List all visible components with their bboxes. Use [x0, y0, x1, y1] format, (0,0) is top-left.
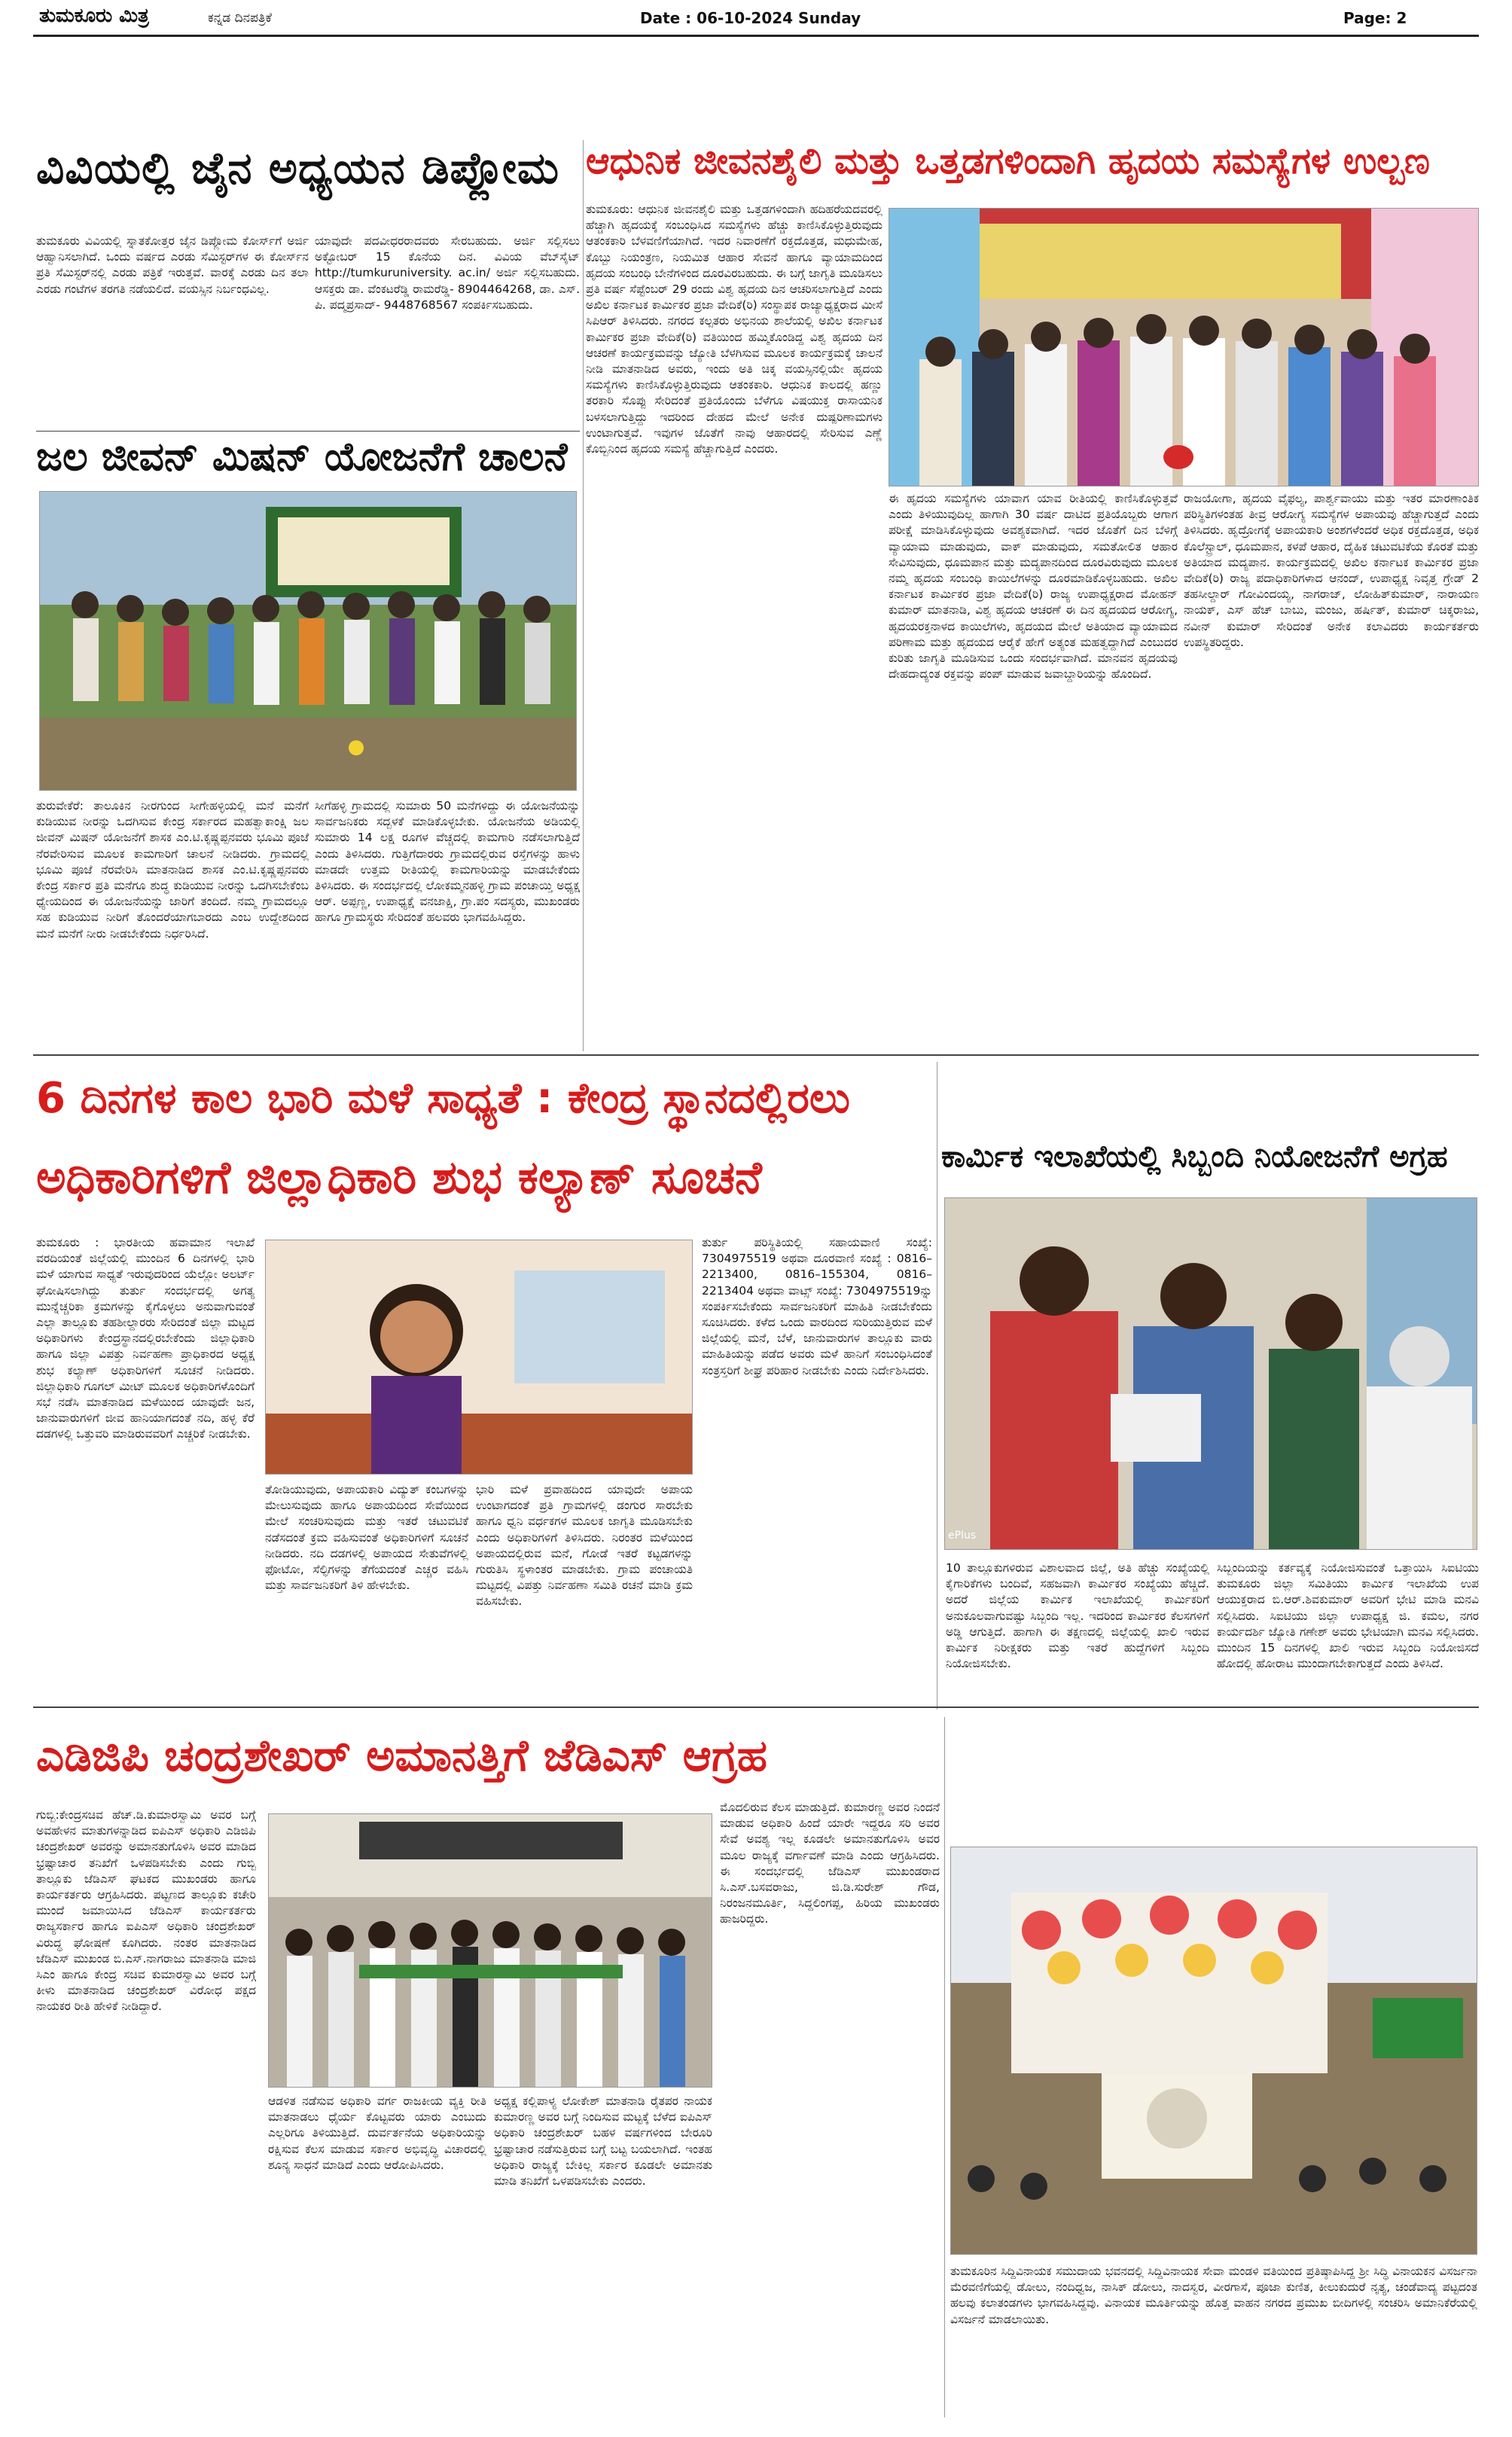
section-divider	[33, 1707, 1479, 1708]
heart-body-col2: ಈ ಹೃದಯ ಸಮಸ್ಯೆಗಳು ಯಾವಾಗ ಯಾವ ರೀತಿಯಲ್ಲಿ ಕಾಣಿಸಿಕೊಳ್ಳುತ್ತವೆ ಎಂದು ತಿಳಿಯುವುದಿಲ್ಲ ಹಾಗಾಗಿ 30 ವರ್ಷ ದಾಟಿದ ಪ್ರತಿಯೊಬ್ಬರು ಆಗಾಗ ಪರೀಕ್ಷೆ ಮಾಡಿಸಿಕೊಳ್ಳುವುದು ಅವಶ್ಯಕವಾಗಿದೆ. ಇದರ ಜೊತೆಗೆ ದಿನ ಬೆಳಿಗ್ಗೆ ವ್ಯಾಯಾಮ ಮಾಡುವುದು, ವಾಕ್ ಮಾಡುವುದು, ಸಮತೋಲಿತ ಆಹಾರ ಸೇವಿಸುವುದು, ಧೂಮಪಾನ ಮತ್ತು ಮದ್ಯಪಾನದಿಂದ ದೂರವಿರುವುದು ಮೂಲಕ ನಮ್ಮ ಹೃದಯ ಸಂಬಂಧಿ ಕಾಯಿಲೆಗಳನ್ನು ದೂರಮಾಡಿಕೊಳ್ಳಬಹುದು. ಅಖಿಲ ಕರ್ನಾಟಕ ಕಾರ್ಮಿಕರ ಪ್ರಜಾ ವೇದಿಕೆ(ರಿ) ರಾಜ್ಯ ಉಪಾಧ್ಯಕ್ಷರಾದ ಮೋಹನ್ ಕುಮಾರ್ ಮಾತನಾಡಿ, ವಿಶ್ವ ಹೃದಯ ಆಚರಣೆ ಈ ದಿನ ಹೃದಯದ ಆರೋಗ್ಯ, ಹೃದಯರಕ್ತನಾಳದ ಕಾಯಿಲೆಗಳು, ಹೃದಯದ ಮೇಲೆ ಅತಿಯಾದ ವ್ಯಾಯಾಮದ ಪರಿಣಾಮ ಮತ್ತು ಹೃದಯದ ಆರೈಕೆ ಹೇಗೆ ಅತ್ಯಂತ ಮಹತ್ವದ್ದಾಗಿದೆ ಎಂಬುದರ ಕುರಿತು ಜಾಗೃತಿ ಮೂಡಿಸುವ ಒಂದು ಸಂದರ್ಭವಾಗಿದೆ. ಮಾನವನ ಹೃದಯವು ದೇಹದಾದ್ಯಂತ ರಕ್ತವನ್ನು ಪಂಪ್ ಮಾಡುವ ಜವಾಬ್ದಾರಿಯನ್ನು ಹೊಂದಿದೆ.	[889, 492, 1178, 682]
section-divider	[33, 1054, 1479, 1056]
procession-photo	[950, 1847, 1477, 2255]
masthead-date: Date : 06-10-2024 Sunday	[640, 9, 861, 27]
heart-body-col1: ತುಮಕೂರು: ಆಧುನಿಕ ಜೀವನಶೈಲಿ ಮತ್ತು ಒತ್ತಡಗಳಿಂದಾಗಿ ಹದಿಹರೆಯದವರಲ್ಲಿ ಹೆಚ್ಚಾಗಿ ಹೃದಯಕ್ಕೆ ಸಂಬಂಧಿಸಿದ ಸಮಸ್ಯೆಗಳು ಹೆಚ್ಚು ಕಾಣಿಸಿಕೊಳ್ಳುತ್ತಿರುವುದು ಆತಂಕಕಾರಿ ಬೆಳವಣಿಗೆಯಾಗಿದೆ. ಇದರ ನಿವಾರಣೆಗೆ ರಕ್ತದೊತ್ತಡ, ಮಧುಮೇಹ, ಕೊಬ್ಬು ನಿಯಂತ್ರಣ, ನಿಯಮಿತ ಆಹಾರ ಸೇವನೆ ಹಾಗೂ ವ್ಯಾಯಾಮದಿಂದ ಹೃದಯ ಸಂಬಂಧಿ ಬೇನೆಗಳಿಂದ ದೂರವಿರಬಹುದು. ಈ ಬಗ್ಗೆ ಜಾಗೃತಿ ಮೂಡಿಸಲು ಪ್ರತಿ ವರ್ಷ ಸೆಪ್ಟೆಂಬರ್ 29 ರಂದು ವಿಶ್ವ ಹೃದಯ ದಿನ ಆಚರಿಸಲಾಗುತ್ತಿದೆ ಎಂದು ಅಖಿಲ ಕರ್ನಾಟಕ ಕಾರ್ಮಿಕರ ಪ್ರಜಾ ವೇದಿಕೆ(ರಿ) ಸಂಸ್ಥಾಪಕ ರಾಜ್ಯಾಧ್ಯಕ್ಷರಾದ ಮೀಸೆ ಸಿಪಿಆರ್ ತಿಳಿಸಿದರು. ನಗರದ ಕಲ್ಪತರು ಅಭಿನಯ ಶಾಲೆಯಲ್ಲಿ ಅಖಿಲ ಕರ್ನಾಟಕ ಕಾರ್ಮಿಕರ ಪ್ರಜಾ ವೇದಿಕೆ(ರಿ) ವತಿಯಿಂದ ಹಮ್ಮಿಕೊಂಡಿದ್ದ ವಿಶ್ವ ಹೃದಯ ದಿನ ಆಚರಣೆ ಕಾರ್ಯಕ್ರಮವನ್ನು ಜ್ಯೋತಿ ಬೆಳಗಿಸುವ ಮೂಲಕ ಕಾರ್ಯಕ್ರಮಕ್ಕೆ ಚಾಲನೆ ನೀಡಿ ಮಾತನಾಡಿದ ಅವರು, ಇಂದು ಅತಿ ಚಿಕ್ಕ ವಯಸ್ಸಿನಲ್ಲಿಯೇ ಹೃದಯ ಸಮಸ್ಯೆಗಳು ಕಾಣಿಸಿಕೊಳ್ಳುತ್ತಿರುವುದು ಆತಂಕಕಾರಿ. ಆಧುನಿಕ ಕಾಲದಲ್ಲಿ ಹಣ್ಣು ತರಕಾರಿ ಸೊಪ್ಪು ಸೇರಿದಂತೆ ಪ್ರತಿಯೊಂದು ಬೆಳೆಗೂ ವಿಷಯುಕ್ತ ರಾಸಾಯನಿಕ ಬಳಸಲಾಗುತ್ತಿದ್ದು ಇದರಿಂದ ದೇಹದ ಮೇಲೆ ಅನೇಕ ದುಷ್ಪರಿಣಾಮಗಳು ಉಂಟಾಗುತ್ತವೆ. ಇವುಗಳ ಜೊತೆಗೆ ನಾವು ಆಹಾರದಲ್ಲಿ ಸೇರಿಸುವ ಎಣ್ಣೆ ಕೊಬ್ಬಿನಿಂದ ಹೃದಯ ಸಮಸ್ಯೆ ಹೆಚ್ಚಾಗುತ್ತಿದೆ ಎಂದರು.	[586, 203, 883, 456]
labour-photo-image	[945, 1198, 1477, 1550]
labour-photo-caption: ePlus	[948, 1530, 977, 1542]
rain-headline-line1: 6 ದಿನಗಳ ಕಾಲ ಭಾರಿ ಮಳೆ ಸಾಧ್ಯತೆ : ಕೇಂದ್ರ ಸ್ಥಾನದಲ್ಲಿರಲು	[36, 1074, 850, 1123]
masthead-rule	[33, 35, 1479, 37]
column-rule	[944, 1717, 945, 2417]
labour-headline: ಕಾರ್ಮಿಕ ಇಲಾಖೆಯಲ್ಲಿ ಸಿಬ್ಬಂದಿ ನಿಯೋಜನೆಗೆ ಅಗ್ರಹ	[941, 1139, 1448, 1174]
heart-photo-image	[889, 209, 1479, 486]
masthead	[33, 0, 1479, 35]
adgp-headline: ಎಡಿಜಿಪಿ ಚಂದ್ರಶೇಖರ್ ಅಮಾನತ್ತಿಗೆ ಜೆಡಿಎಸ್ ಆಗ್ರಹ	[36, 1730, 767, 1781]
column-rule	[583, 140, 584, 1051]
adgp-protest-photo	[268, 1813, 712, 2088]
rain-headline-line2: ಅಧಿಕಾರಿಗಳಿಗೆ ಜಿಲ್ಲಾಧಿಕಾರಿ ಶುಭ ಕಲ್ಯಾಣ್ ಸೂಚನೆ	[36, 1151, 762, 1204]
masthead-logo-text: ತುಮಕೂರು ಮಿತ್ರ	[39, 5, 149, 27]
water-headline: ಜಲ ಜೀವನ್ ಮಿಷನ್ ಯೋಜನೆಗೆ ಚಾಲನೆ	[36, 435, 568, 480]
labour-photo	[944, 1197, 1477, 1550]
adgp-body-col4: ಮೊದಲಿರುವ ಕೆಲಸ ಮಾಡುತ್ತಿದೆ. ಕುಮಾರಣ್ಣ ಅವರ ನಿಂದನೆ ಮಾಡುವ ಅಧಿಕಾರಿ ಹಿಂದೆ ಯಾರೇ ಇದ್ದರೂ ಸರಿ ಅವರ ಸೇವೆ ಅವಶ್ಯ ಇಲ್ಲ ಕೂಡಲೇ ಅಮಾನತುಗೊಳಿಸಿ ಅವರ ಮೂಲ ರಾಜ್ಯಕ್ಕೆ ವರ್ಗಾವಣೆ ಮಾಡಿ ಎಂದು ಆಗ್ರಹಿಸಿದರು. ಈ ಸಂದರ್ಭದಲ್ಲಿ ಜೆಡಿಎಸ್ ಮುಖಂಡರಾದ ಸಿ.ಎಸ್.ಬಸವರಾಜು, ಜಿ.ಡಿ.ಸುರೇಶ್ ಗೌಡ, ನಿರಂಜನಮೂರ್ತಿ, ಸಿದ್ದಲಿಂಗಪ್ಪ, ಹಿರಿಯ ಮುಖಂಡರು ಹಾಜರಿದ್ದರು.	[720, 1801, 940, 1926]
labour-body-col1: 10 ತಾಲ್ಲೂಕುಗಳಿರುವ ವಿಶಾಲವಾದ ಜಿಲ್ಲೆ, ಅತಿ ಹೆಚ್ಚು ಸಂಖ್ಯೆಯಲ್ಲಿ ಕೈಗಾರಿಕೆಗಳು ಬಂದಿವೆ, ಸಹಜವಾಗಿ ಕಾರ್ಮಿಕರ ಸಂಖ್ಯೆಯು ಹೆಚ್ಚಿದೆ. ಅದರೆ ಜಿಲ್ಲೆಯ ಕಾರ್ಮಿಕ ಇಲಾಖೆಯಲ್ಲಿ ಕಾರ್ಮಿಕರಿಗೆ ಅನುಕೂಲವಾಗುವಷ್ಟು ಸಿಬ್ಬಂದಿ ಇಲ್ಲ. ಇದರಿಂದ ಕಾರ್ಮಿಕರ ಕೆಲಸಗಳಿಗೆ ಅಡ್ಡಿ ಆಗುತ್ತಿದೆ. ಹಾಗಾಗಿ ಈ ತಕ್ಷಣದಲ್ಲಿ ಜಿಲ್ಲೆಯಲ್ಲಿ ಖಾಲಿ ಇರುವ ಕಾರ್ಮಿಕ ನಿರೀಕ್ಷಕರು ಮತ್ತು ಇತರೆ ಹುದ್ದೆಗಳಿಗೆ ಸಿಬ್ಬಂದಿ ನಿಯೋಜಿಸಬೇಕು.	[946, 1561, 1209, 1671]
adgp-protest-image	[269, 1814, 712, 2088]
adgp-body-col3: ಅಧ್ಯಕ್ಷ ಕಲ್ಲಿಪಾಳ್ಯ ಲೋಕೇಶ್ ಮಾತನಾಡಿ ರೈತಪರ ನಾಯಕ ಕುಮಾರಣ್ಣ ಅವರ ಬಗ್ಗೆ ನಿಂದಿಸುವ ಮಟ್ಟಕ್ಕೆ ಬೆಳೆದ ಐಪಿಎಸ್ ಅಧಿಕಾರಿ ಚಂದ್ರಶೇಖರ್ ಬಹಳ ವರ್ಷಗಳಿಂದ ಬೇರೂರಿ ಭ್ರಷ್ಟಾಚಾರ ನಡೆಸುತ್ತಿರುವ ಬಗ್ಗೆ ಬಟ್ಟ ಬಯಲಾಗಿದೆ. ಇಂತಹ ಅಧಿಕಾರಿ ರಾಜ್ಯಕ್ಕೆ ಬೇಕಿಲ್ಲ ಸರ್ಕಾರ ಕೂಡಲೇ ಅಮಾನತು ಮಾಡಿ ತನಿಖೆಗೆ ಒಳಪಡಿಸಬೇಕು ಎಂದರು.	[494, 2094, 712, 2188]
district-commissioner-image	[266, 1240, 693, 1475]
masthead-logo	[39, 5, 149, 30]
procession-photo-image	[951, 1847, 1477, 2255]
diploma-headline: ವಿವಿಯಲ್ಲಿ ಜೈನ ಅಧ್ಯಯನ ಡಿಪ್ಲೋಮ	[36, 142, 560, 194]
rain-body-col3: ಭಾರಿ ಮಳೆ ಪ್ರವಾಹದಿಂದ ಯಾವುದೇ ಅಪಾಯ ಉಂಟಾಗದಂತೆ ಪ್ರತಿ ಗ್ರಾಮಗಳಲ್ಲಿ ಡಂಗುರ ಸಾರಬೇಕು ಹಾಗೂ ಧ್ವನಿ ವರ್ಧಕಗಳ ಮೂಲಕ ಜಾಗೃತಿ ಮೂಡಿಸಬೇಕು ಎಂದು ಅಧಿಕಾರಿಗಳಿಗೆ ತಿಳಿಸಿದರು. ನಿರಂತರ ಮಳೆಯಿಂದ ಅಪಾಯದಲ್ಲಿರುವ ಮನೆ, ಗೋಡೆ ಇತರೆ ಕಟ್ಟಡಗಳನ್ನು ಗುರುತಿಸಿ ಸ್ಥಳಾಂತರ ಮಾಡಬೇಕು. ಗ್ರಾಮ ಪಂಚಾಯತಿ ಮಟ್ಟದಲ್ಲಿ ವಿಪತ್ತು ನಿರ್ವಹಣಾ ಸಮಿತಿ ರಚನೆ ಮಾಡಿ ಕ್ರಮ ವಹಿಸಬೇಕು.	[476, 1483, 693, 1609]
rain-body-col2: ತೋಡಿಯುವುದು, ಅಪಾಯಕಾರಿ ವಿದ್ಯುತ್ ಕಂಬಗಳನ್ನು ಮೇಲುಸುವುದು ಹಾಗೂ ಅಪಾಯದಿಂದ ಸೇವೆಯಿಂದ ಮೇಲೆ ಸಂಚರಿಸುವುದು ಮತ್ತು ಇತರೆ ಚಟುವಟಿಕೆ ನಡೆಸದಂತೆ ಕ್ರಮ ವಹಿಸುವಂತೆ ಅಧಿಕಾರಿಗಳಿಗೆ ಸೂಚನೆ ನೀಡಿದರು. ನದಿ ದಡಗಳಲ್ಲಿ ಅಪಾಯದ ಸೇತುವೆಗಳಲ್ಲಿ ಫೋಟೋ, ಸೆಲ್ಫಿಗಳನ್ನು ತೆಗೆಯದಂತೆ ಎಚ್ಚರ ವಹಿಸಿ ಮತ್ತು ಸಾರ್ವಜನಿಕರಿಗೆ ತಿಳಿ ಹೇಳಬೇಕು.	[265, 1483, 468, 1593]
district-commissioner-photo	[265, 1240, 693, 1475]
procession-body: ತುಮಕೂರಿನ ಸಿದ್ದಿವಿನಾಯಕ ಸಮುದಾಯ ಭವನದಲ್ಲಿ ಸಿದ್ದಿವಿನಾಯಕ ಸೇವಾ ಮಂಡಳಿ ವತಿಯಿಂದ ಪ್ರತಿಷ್ಠಾಪಿಸಿದ್ದ ಶ್ರೀ ಸಿದ್ಧಿ ವಿನಾಯಕನ ವಿಸರ್ಜನಾ ಮೆರವಣಿಗೆಯಲ್ಲಿ ಡೋಲು, ನಂದಿಧ್ವಜ, ನಾಸಿಕ್ ಡೋಲು, ನಾದಸ್ವರ, ವೀರಗಾಸೆ, ಪೂಜಾ ಕುಣಿತ, ಕೀಲುಕುದುರೆ ನೃತ್ಯ, ಚಂಡೆವಾದ್ಯ ಪಟ್ಟದಂತ ಹಲವು ಕಲಾತಂಡಗಳು ಭಾಗವಹಿಸಿದ್ದವು. ವಿನಾಯಕ ಮೂರ್ತಿಯನ್ನು ಹೊತ್ತ ವಾಹನ ನಗರದ ಪ್ರಮುಖ ಬೀದಿಗಳಲ್ಲಿ ಸಂಚರಿಸಿ ಅಮಾನಿಕೆರೆಯಲ್ಲಿ ವಿಸರ್ಜನೆ ಮಾಡಲಾಯಿತು.	[950, 2265, 1477, 2326]
water-photo	[39, 491, 577, 791]
adgp-body-col1: ಗುಬ್ಬಿ:ಕೇಂದ್ರಸಚಿವ ಹೆಚ್.ಡಿ.ಕುಮಾರಸ್ವಾಮಿ ಅವರ ಬಗ್ಗೆ ಅವಹೇಳನ ಮಾತುಗಳನ್ನಾಡಿದ ಐಪಿಎಸ್ ಅಧಿಕಾರಿ ಎಡಿಜಿಪಿ ಚಂದ್ರಶೇಖರ್ ಅವರನ್ನು ಅಮಾನತುಗೊಳಿಸಿ ಅವರ ಮಾಡಿದ ಭ್ರಷ್ಟಾಚಾರ ತನಿಖೆಗೆ ಒಳಪಡಿಸಬೇಕು ಎಂದು ಗುಬ್ಬಿ ತಾಲ್ಲೂಕು ಜೆಡಿಎಸ್ ಘಟಕದ ಮುಖಂಡರು ಹಾಗೂ ಕಾರ್ಯಕರ್ತರು ಆಗ್ರಹಿಸಿದರು. ಪಟ್ಟಣದ ತಾಲ್ಲೂಕು ಕಚೇರಿ ಮುಂದೆ ಜಮಾಯಿಸಿದ ಜೆಡಿಎಸ್ ಕಾರ್ಯಕರ್ತರು ರಾಜ್ಯಸರ್ಕಾರ ಹಾಗೂ ಐಪಿಎಸ್ ಅಧಿಕಾರಿ ಚಂದ್ರಶೇಖರ್ ವಿರುದ್ಧ ಘೋಷಣೆ ಕೂಗಿದರು. ನಂತರ ಮಾತನಾಡಿದ ಜೆಡಿಎಸ್ ಮುಖಂಡ ಬಿ.ಎಸ್.ನಾಗರಾಜು ಮಾತನಾಡಿ ಮಾಜಿ ಸಿಎಂ ಹಾಗೂ ಕೇಂದ್ರ ಸಚಿವ ಕುಮಾರಸ್ವಾಮಿ ಅವರ ಬಗ್ಗೆ ಕೀಳು ಮಾತನಾಡಿದ ಚಂದ್ರಶೇಖರ್ ವಿರೋಧ ಪಕ್ಷದ ನಾಯಕರ ರೀತಿ ಹೇಳಿಕೆ ನೀಡಿದ್ದಾರೆ.	[36, 1808, 256, 2014]
rain-body-col4: ತುರ್ತು ಪರಿಸ್ಥಿತಿಯಲ್ಲಿ ಸಹಾಯವಾಣಿ ಸಂಖ್ಯೆ: 7304975519 ಅಥವಾ ದೂರವಾಣಿ ಸಂಖ್ಯೆ : 0816–2213400, 0816–155304, 0816–2213404 ಅಥವಾ ವಾಟ್ಸ್ ಸಂಖ್ಯೆ: 7304975519ನ್ನು ಸಂಪರ್ಕಿಸಬೇಕೆಂದು ಸಾರ್ವಜನಿಕರಿಗೆ ಮಾಹಿತಿ ನೀಡಬೇಕೆಂದು ಸೂಚಿಸಿದರು. ಕಳೆದ ಒಂದು ವಾರದಿಂದ ಸುರಿಯುತ್ತಿರುವ ಮಳೆ ಜಿಲ್ಲೆಯಲ್ಲಿ ಮನೆ, ಬೆಳೆ, ಜಾನುವಾರುಗಳ ತಾಲ್ಲೂಕು ವಾರು ಮಾಹಿತಿಯನ್ನು ಪಡೆದ ಅವರು ಮಳೆ ಹಾನಿಗೆ ಸಂಬಂಧಿಸಿದಂತೆ ಸಂತ್ರಸ್ತರಿಗೆ ಶೀಘ್ರ ಪರಿಹಾರ ನೀಡಬೇಕು ಎಂದು ನಿರ್ದೇಶಿಸಿದರು.	[702, 1236, 932, 1377]
adgp-body-col2: ಆಡಳಿತ ನಡೆಸುವ ಅಧಿಕಾರಿ ವರ್ಗ ರಾಜಕೀಯ ವ್ಯಕ್ತಿ ರೀತಿ ಮಾತನಾಡಲು ಧೈರ್ಯ ಕೊಟ್ಟವರು ಯಾರು ಎಂಬುದು ಎಲ್ಲರಿಗೂ ತಿಳಿಯುತ್ತಿದೆ. ದುರ್ವರ್ತನೆಯ ಅಧಿಕಾರಿಯನ್ನು ರಕ್ಷಿಸುವ ಕೆಲಸ ಮಾಡುವ ಸರ್ಕಾರ ಅಭಿವೃದ್ಧಿ ವಿಚಾರದಲ್ಲಿ ಶೂನ್ಯ ಸಾಧನೆ ಮಾಡಿದೆ ಎಂದು ಆರೋಪಿಸಿದರು.	[268, 2094, 486, 2172]
heart-photo	[889, 208, 1479, 486]
diploma-body-col1: ತುಮಕೂರು ವಿವಿಯಲ್ಲಿ ಸ್ನಾತಕೋತ್ತರ ಜೈನ ಡಿಪ್ಲೋಮ ಕೋರ್ಸ್‌ಗೆ ಅರ್ಜಿ ಆಹ್ವಾನಿಸಲಾಗಿದೆ. ಒಂದು ವರ್ಷದ ಎರಡು ಸೆಮಿಸ್ಟರ್‌ಗಳ ಈ ಕೋರ್ಸ್‌ನ ಪ್ರತಿ ಸೆಮಿಸ್ಟರ್‌ನಲ್ಲಿ ಎರಡು ಪತ್ರಿಕೆ ಇರುತ್ತವೆ. ವಾರಕ್ಕೆ ಎರಡು ದಿನ ತಲಾ ಎರಡು ಗಂಟೆಗಳ ತರಗತಿ ನಡೆಯಲಿದೆ. ವಯಸ್ಸಿನ ನಿರ್ಬಂಧವಿಲ್ಲ.	[36, 234, 309, 296]
masthead-tagline: ಕನ್ನಡ ದಿನಪತ್ರಿಕೆ	[208, 11, 273, 26]
masthead-page-number: Page: 2	[1343, 9, 1407, 27]
water-body-col2: ಸೀಗೆಹಳ್ಳಿ ಗ್ರಾಮದಲ್ಲಿ ಸುಮಾರು 50 ಮನೆಗಳಿದ್ದು ಈ ಯೋಜನೆಯನ್ನು ಸಾರ್ವಜನಿಕರು ಸದ್ಬಳಕೆ ಮಾಡಿಕೊಳ್ಳಬೇಕು. ಯೋಜನೆಯ ಅಡಿಯಲ್ಲಿ ಸುಮಾರು 14 ಲಕ್ಷ ರೂಗಳ ವೆಚ್ಚದಲ್ಲಿ ಕಾಮಗಾರಿ ನಡೆಸಲಾಗುತ್ತಿದೆ ಎಂದು ತಿಳಿಸಿದರು. ಗುತ್ತಿಗೆದಾರರು ಗ್ರಾಮದಲ್ಲಿರುವ ರಸ್ತೆಗಳನ್ನು ಹಾಳು ಮಾಡದೇ ಉತ್ತಮ ರೀತಿಯಲ್ಲಿ ಕಾಮಗಾರಿಯನ್ನು ಮಾಡಬೇಕೆಂದು ತಿಳಿಸಿದರು. ಈ ಸಂದರ್ಭದಲ್ಲಿ ಲೋಕಮ್ಮನಹಳ್ಳಿ ಗ್ರಾಮ ಪಂಚಾಯ್ತಿ ಅಧ್ಯಕ್ಷ ಆರ್. ಅಪ್ಪಣ್ಣ, ಉಪಾಧ್ಯಕ್ಷೆ ವನಜಾಕ್ಷಿ, ಗ್ರಾ.ಪಂ ಸದಸ್ಯರು, ಮುಖಂಡರು ಹಾಗೂ ಗ್ರಾಮಸ್ಥರು ಸೇರಿದಂತೆ ಹಲವರು ಭಾಗವಹಿಸಿದ್ದರು.	[315, 799, 580, 925]
water-body-col1: ತುರುವೇಕೆರೆ: ತಾಲೂಕಿನ ನೀರಗುಂದ ಸೀಗೇಹಳ್ಳಿಯಲ್ಲಿ ಮನೆ ಮನೆಗೆ ಕುಡಿಯುವ ನೀರನ್ನು ಒದಗಿಸುವ ಕೇಂದ್ರ ಸರ್ಕಾರದ ಮಹತ್ವಾಕಾಂಕ್ಷಿ ಜಲ ಜೀವನ್ ಮಿಷನ್ ಯೋಜನೆಗೆ ಶಾಸಕ ಎಂ.ಟಿ.ಕೃಷ್ಣಪ್ಪನವರು ಭೂಮಿ ಪೂಜೆ ನೆರವೇರಿಸುವ ಮೂಲಕ ಕಾಮಗಾರಿಗೆ ಚಾಲನೆ ನೀಡಿದರು. ಗ್ರಾಮದಲ್ಲಿ ಭೂಮಿ ಪೂಜೆ ನೆರವೇರಿಸಿ ಮಾತನಾಡಿದ ಶಾಸಕ ಎಂ.ಟಿ.ಕೃಷ್ಣಪ್ಪನವರು ಕೇಂದ್ರ ಸರ್ಕಾರ ಪ್ರತಿ ಮನೆಗೂ ಶುದ್ಧ ಕುಡಿಯುವ ನೀರನ್ನು ಒದಗಿಸಬೇಕೆಂಬ ಧ್ಯೇಯದಿಂದ ಈ ಯೋಜನೆಯನ್ನು ಜಾರಿಗೆ ತಂದಿದೆ. ನಮ್ಮ ಗ್ರಾಮದಲ್ಲೂ ಸಹ ಕುಡಿಯುವ ನೀರಿಗೆ ತೊಂದರೆಯಾಗಬಾರದು ಎಂಬ ಉದ್ದೇಶದಿಂದ ಮನೆ ಮನೆಗೆ ನೀರು ನೀಡಬೇಕೆಂದು ನಿರ್ಧರಿಸಿದೆ.	[36, 799, 309, 941]
diploma-body-col2: ಯಾವುದೇ ಪದವೀಧರರಾದವರು ಸೇರಬಹುದು. ಅರ್ಜಿ ಸಲ್ಲಿಸಲು ಅಕ್ಟೋಬರ್ 15 ಕೊನೆಯ ದಿನ. ವಿವಿಯ ವೆಬ್‌ಸೈಟ್ http://tumkuruniversity. ac.in/ ಅರ್ಜಿ ಸಲ್ಲಿಸಬಹುದು. ಆಸಕ್ತರು ಡಾ. ವೆಂಕಟರೆಡ್ಡಿ ರಾಮರೆಡ್ಡಿ- 8904464268, ಡಾ. ಎಸ್. ಪಿ. ಪದ್ಮಪ್ರಸಾದ್- 9448768567 ಸಂಪರ್ಕಿಸಬಹುದು.	[315, 234, 580, 312]
rain-body-col1: ತುಮಕೂರು : ಭಾರತೀಯ ಹವಾಮಾನ ಇಲಾಖೆ ವರದಿಯಂತೆ ಜಿಲ್ಲೆಯಲ್ಲಿ ಮುಂದಿನ 6 ದಿನಗಳಲ್ಲಿ ಭಾರಿ ಮಳೆ ಯಾಗುವ ಸಾಧ್ಯತೆ ಇರುವುದರಿಂದ ಯೆಲ್ಲೋ ಅಲರ್ಟ್ ಘೋಷಿಸಲಾಗಿದ್ದು ತುರ್ತು ಸಂದರ್ಭದಲ್ಲಿ ಅಗತ್ಯ ಮುನ್ನೆಚ್ಚರಿಕಾ ಕ್ರಮಗಳನ್ನು ಕೈಗೊಳ್ಳಲು ಅನುವಾಗುವಂತೆ ಎಲ್ಲಾ ತಾಲ್ಲೂಕು ತಹಶೀಲ್ದಾರರು ಸೇರಿದಂತೆ ಜಿಲ್ಲಾ ಮಟ್ಟದ ಅಧಿಕಾರಿಗಳು ಕೇಂದ್ರಸ್ಥಾನದಲ್ಲಿರಬೇಕೆಂದು ಜಿಲ್ಲಾಧಿಕಾರಿ ಹಾಗೂ ಜಿಲ್ಲಾ ವಿಪತ್ತು ನಿರ್ವಹಣಾ ಪ್ರಾಧಿಕಾರದ ಅಧ್ಯಕ್ಷ ಶುಭ ಕಲ್ಯಾಣ್ ಅಧಿಕಾರಿಗಳಿಗೆ ಸೂಚನೆ ನೀಡಿದರು. ಜಿಲ್ಲಾಧಿಕಾರಿ ಗೂಗಲ್ ಮೀಟ್ ಮೂಲಕ ಅಧಿಕಾರಿಗಳೊಂದಿಗೆ ಸಭೆ ನಡೆಸಿ ಮಾತನಾಡಿದ ಮಳೆಯಿಂದ ಯಾವುದೇ ಜನ, ಜಾನುವಾರುಗಳಿಗೆ ಜೀವ ಹಾನಿಯಾಗದಂತೆ ನದಿ, ಹಳ್ಳ ಕೆರೆ ದಡಗಳಲ್ಲಿ ಒತ್ತುವರಿ ಮಾಡಿರುವವರಿಗೆ ಎಚ್ಚರಿಕೆ ನೀಡಬೇಕು.	[36, 1236, 255, 1441]
labour-body-col2: ಸಿಬ್ಬಂದಿಯನ್ನು ಕರ್ತವ್ಯಕ್ಕೆ ನಿಯೋಜಿಸುವಂತೆ ಒತ್ತಾಯಿಸಿ ಸಿಐಟಿಯು ತುಮಕೂರು ಜಿಲ್ಲಾ ಸಮಿತಿಯು ಕಾರ್ಮಿಕ ಇಲಾಖೆಯ ಉಪ ಆಯುಕ್ತರಾದ ಬಿ.ಆರ್.ಶಿವಕುಮಾರ್ ಅವರಿಗೆ ಭೇಟಿ ಮಾಡಿ ಮನವಿ ಸಲ್ಲಿಸಿದರು. ಸಿಐಟಿಯು ಜಿಲ್ಲಾ ಉಪಾಧ್ಯಕ್ಷ ಜಿ. ಕಮಲ, ನಗರ ಕಾರ್ಯದರ್ಶಿ ಜ್ಯೋತಿ ಗಣೇಶ್ ಅವರು ಭೇಟಿಯಾಗಿ ಮನವಿ ಸಲ್ಲಿಸಿದರು. ಮುಂದಿನ 15 ದಿನಗಳಲ್ಲಿ ಖಾಲಿ ಇರುವ ಸಿಬ್ಬಂದಿ ನಿಯೋಜಿಸದೆ ಹೋದಲ್ಲಿ ಹೋರಾಟ ಮುಂದಾಗಬೇಕಾಗುತ್ತದೆ ಎಂದು ತಿಳಿಸಿದೆ.	[1217, 1561, 1479, 1671]
heart-headline: ಆಧುನಿಕ ಜೀವನಶೈಲಿ ಮತ್ತು ಒತ್ತಡಗಳಿಂದಾಗಿ ಹೃದಯ ಸಮಸ್ಯೆಗಳ ಉಲ್ಬಣ	[586, 140, 1430, 182]
water-photo-image	[40, 492, 577, 791]
heart-body-col3: ರಾಜಯೋಗಾ, ಹೃದಯ ವೈಫಲ್ಯ, ಪಾರ್ಶ್ವವಾಯು ಮತ್ತು ಇತರ ಮಾರಣಾಂತಿಕ ಪರಿಸ್ಥಿತಿಗಳಂತಹ ತೀವ್ರ ಆರೋಗ್ಯ ಸಮಸ್ಯೆಗಳ ಅಪಾಯವು ಹೆಚ್ಚಾಗುತ್ತದೆ ಎಂದು ತಿಳಿಸಿದರು. ಹೃದ್ರೋಗಕ್ಕೆ ಅಪಾಯಕಾರಿ ಅಂಶಗಳೆಂದರೆ ಅಧಿಕ ರಕ್ತದೊತ್ತಡ, ಅಧಿಕ ಕೊಲೆಸ್ಟ್ರಾಲ್, ಧೂಮಪಾನ, ಕಳಪೆ ಆಹಾರ, ದೈಹಿಕ ಚಟುವಟಿಕೆಯ ಕೊರತೆ ಮತ್ತು ಅತಿಯಾದ ಮದ್ಯಪಾನ. ಕಾರ್ಯಕ್ರಮದಲ್ಲಿ ಅಖಿಲ ಕರ್ನಾಟಕ ಕಾರ್ಮಿಕರ ಪ್ರಜಾ ವೇದಿಕೆ(ರಿ) ರಾಜ್ಯ ಪದಾಧಿಕಾರಿಗಳಾದ ಆನಂದ್, ಉಪಾಧ್ಯಕ್ಷ ನಿವೃತ್ತ ಗ್ರೇಡ್ 2 ತಹಸೀಲ್ದಾರ್ ಗೋವಿಂದಯ್ಯ, ನಾಗರಾಜ್, ಲೋಹಿತ್‌ಕುಮಾರ್, ನಾರಾಯಣ ನಾಯಕ್, ಎಸ್ ಹೆಚ್ ಬಾಬು, ಮಂಜು, ಹರ್ಷಿತ್, ಕುಮಾರ್ ಚಿಕ್ಕರಾಜು, ನವೀನ್ ಕುಮಾರ್ ಸೇರಿದಂತೆ ಅನೇಕ ಕಲಾವಿದರು ಕಾರ್ಯಕರ್ತರು ಉಪಸ್ಥಿತರಿದ್ದರು.	[1184, 492, 1479, 649]
